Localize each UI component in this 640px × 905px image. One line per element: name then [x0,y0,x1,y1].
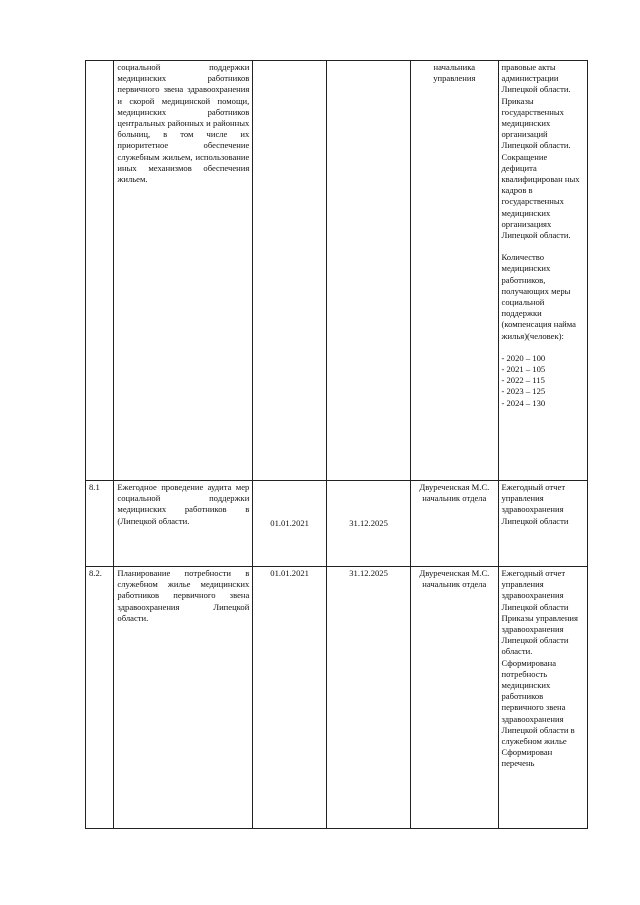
table-row [86,61,588,481]
end-date-cell: 31.12.2025 [326,567,410,829]
end-date: 31.12.2025 [349,517,388,528]
responsible-cell: начальника управления [411,61,498,481]
list-item: - 2021 – 105 [501,364,546,375]
result-cell: Ежегодный отчет управления здравоохранения Липецкой области Приказы управления здравоохранения Липецкой области области. Сформирована потребность медицинских работников первичного звена здравоохранения Липецкой области в служебном жилье Сформирован перечень [498,567,588,829]
table-row [86,481,588,567]
list-item: - 2024 – 130 [501,397,546,408]
responsible-cell: Двуреченская М.С. начальник отдела [411,481,498,567]
row-number-cell: 8.2. [86,567,114,829]
end-date-cell [326,481,410,567]
list-item: - 2022 – 115 [501,375,545,386]
result-cell [498,61,588,481]
action-plan-table [85,60,588,829]
start-date-cell [253,481,327,567]
task-cell: Планирование потребности в служебном жилье медицинских работников первичного звена здравоохранения Липецкой области. [114,567,253,829]
start-date-cell: 01.01.2021 [253,567,327,829]
task-cell: социальной поддержки медицинских работников первичного звена здравоохранения и скорой медицинской помощи, медицинских работников центральных районных и районных больниц, в том числе их приоритетное обеспечение служебным жильем, использование иных механизмов обеспечения жильем. [114,61,253,481]
end-date-cell [326,61,410,481]
responsible-cell: Двуреченская М.С. начальник отдела [411,567,498,829]
table-row [86,567,588,829]
result-text-legal: правовые акты администрации Липецкой области. Приказы государственных медицинских организаций Липецкой области. Сокращение дефицита квалифицирован ных кадров в государственных медицинских организациях Липецкой области. [501,62,580,241]
result-cell: Ежегодный отчет управления здравоохранения Липецкой области [498,481,588,567]
yearly-targets-list [502,353,585,409]
row-number-cell [86,61,114,481]
list-item: - 2023 – 125 [501,386,546,397]
result-text-indicator: Количество медицинских работников, получающих меры социальной поддержки (компенсация найма жилья)(человек): [501,252,576,341]
list-item: - 2020 – 100 [501,352,546,363]
task-cell: Ежегодное проведение аудита мер социальной поддержки медицинских работников в (Липецкой области. [114,481,253,567]
start-date: 01.01.2021 [270,517,309,528]
start-date-cell [253,61,327,481]
row-number-cell: 8.1 [86,481,114,567]
